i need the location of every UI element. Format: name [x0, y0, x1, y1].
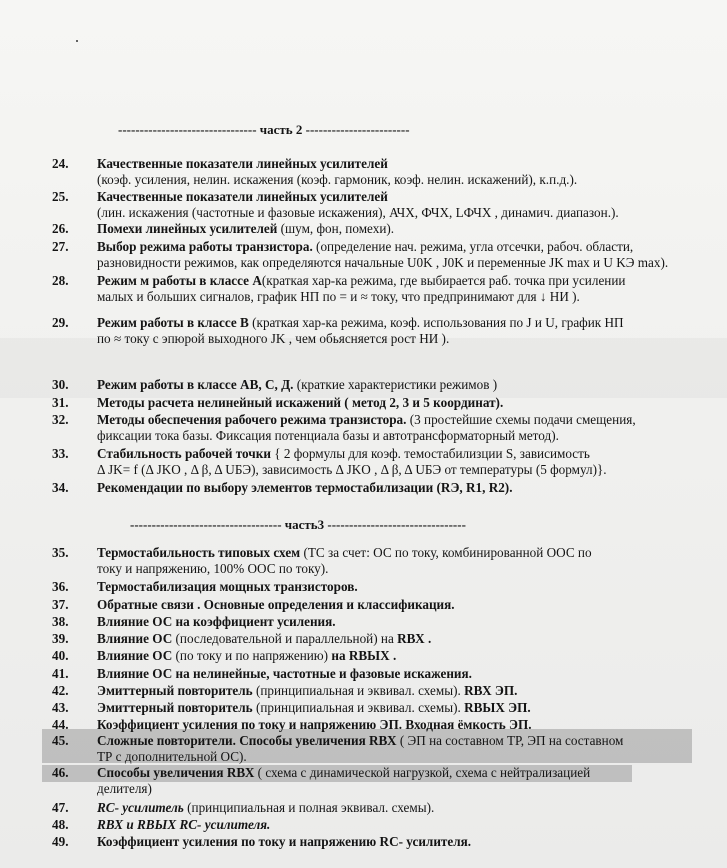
- item-line-2: (лин. искажения (частотные и фазовые искажения), АЧХ, ФЧХ, LФЧХ , динамич. диапазон.).: [97, 205, 619, 220]
- item-line-1: [97, 377, 702, 393]
- item-title: Качественные показатели линейных усилителей: [97, 156, 388, 171]
- item-title: Методы расчета нелинейный искажений ( метод 2, 3 и 5 координат).: [97, 395, 504, 410]
- item-title: Обратные связи . Основные определения и классификация.: [97, 597, 455, 612]
- item-line-1: [97, 156, 702, 172]
- item-title: Влияние ОС: [97, 631, 173, 646]
- item-text: [97, 817, 702, 833]
- item-title: Режим работы в классе АВ, С, Д.: [97, 377, 294, 392]
- part2-divider: -------------------------------- часть 2 ------------------------: [118, 122, 410, 137]
- list-item: [52, 614, 702, 631]
- item-description: (по току и по напряжению): [172, 648, 332, 663]
- item-title: Качественные показатели линейных усилителей: [97, 189, 388, 204]
- item-text: [97, 239, 702, 271]
- item-text: [97, 717, 702, 733]
- item-line-1: [97, 273, 702, 289]
- item-line-2: (коэф. усиления, нелин. искажения (коэф. гармоник, коэф. нелин. искажений), к.п.д.).: [97, 172, 578, 187]
- item-number: 47.: [52, 800, 69, 815]
- item-title: Сложные повторители. Способы увеличения RВХ: [97, 733, 397, 748]
- list-item: [52, 221, 702, 238]
- item-line-1: [97, 545, 702, 561]
- item-line-1: [97, 834, 702, 850]
- item-number: 29.: [52, 315, 69, 330]
- item-number: 49.: [52, 834, 69, 849]
- item-description: { 2 формулы для коэф. темостабилизции S, зависимость: [270, 446, 590, 461]
- item-number: 43.: [52, 700, 69, 715]
- item-text: [97, 273, 702, 305]
- item-text: [97, 614, 702, 630]
- item-text: [97, 765, 702, 797]
- item-number: 46.: [52, 765, 69, 780]
- item-line-2: фиксации тока базы. Фиксация потенциала базы и автотрансформаторный метод).: [97, 428, 559, 443]
- list-item: [52, 683, 702, 700]
- part3-divider: ----------------------------------- часть3 --------------------------------: [130, 517, 466, 532]
- item-title: Способы увеличения RВХ: [97, 765, 255, 780]
- item-number: 35.: [52, 545, 69, 560]
- item-number: 42.: [52, 683, 69, 698]
- item-title: Помехи линейных усилителей: [97, 221, 278, 236]
- item-number: 27.: [52, 239, 69, 254]
- item-text: [97, 315, 702, 347]
- item-title: Влияние ОС на коэффициент усиления.: [97, 614, 336, 629]
- speck: [76, 40, 78, 42]
- list-item: [52, 545, 702, 579]
- item-line-1: [97, 446, 702, 462]
- item-description: ( ЭП на составном ТР, ЭП на составном: [396, 733, 624, 748]
- list-item: [52, 700, 702, 717]
- item-description: (краткая хар-ка режима, где выбирается раб. точка при усилении: [261, 273, 626, 288]
- item-text: [97, 189, 702, 221]
- item-description: (принципиальная и эквивал. схемы).: [252, 700, 465, 715]
- item-title: Эмиттерный повторитель: [97, 700, 253, 715]
- item-line-2: малых и больших сигналов, график НП по = и ≈ току, что предпринимают для ↓ НИ ).: [97, 289, 580, 304]
- item-text: [97, 733, 702, 765]
- item-title: Режим м работы в классе А: [97, 273, 262, 288]
- item-number: 37.: [52, 597, 69, 612]
- item-description: (последовательной и параллельной) на: [172, 631, 398, 646]
- item-line-1: [97, 666, 702, 682]
- list-item: [52, 189, 702, 223]
- list-item: [52, 273, 702, 307]
- item-line-1: [97, 817, 702, 833]
- list-item: [52, 446, 702, 480]
- item-title: Эмиттерный повторитель: [97, 683, 253, 698]
- item-text: [97, 700, 702, 716]
- item-text: [97, 480, 702, 496]
- list-item: [52, 717, 702, 734]
- list-item: [52, 648, 702, 665]
- item-number: 34.: [52, 480, 69, 495]
- item-title: RВХ и RВЫХ RC- усилителя.: [97, 817, 271, 832]
- item-title: Термостабильность типовых схем: [97, 545, 301, 560]
- item-text: [97, 395, 702, 411]
- item-text: [97, 377, 702, 393]
- item-line-2: Δ JK= f (Δ JKO , Δ β, Δ UБЭ), зависимость Δ JKO , Δ β, Δ UБЭ от температуры (5 формул)}.: [97, 462, 607, 477]
- item-line-2: ТР с дополнительной ОС).: [97, 749, 247, 764]
- item-line-1: [97, 315, 702, 331]
- item-text: [97, 597, 702, 613]
- item-text: [97, 648, 702, 664]
- item-text: [97, 545, 702, 577]
- item-number: 28.: [52, 273, 69, 288]
- item-text: [97, 834, 702, 850]
- item-number: 48.: [52, 817, 69, 832]
- item-number: 24.: [52, 156, 69, 171]
- item-line-1: [97, 614, 702, 630]
- item-line-1: [97, 395, 702, 411]
- item-number: 39.: [52, 631, 69, 646]
- item-title: Коэффициент усиления по току и напряжению RC- усилителя.: [97, 834, 472, 849]
- item-text: [97, 631, 702, 647]
- list-item: [52, 817, 702, 834]
- item-line-1: [97, 412, 702, 428]
- item-description: (краткие характеристики режимов ): [293, 377, 498, 392]
- item-number: 30.: [52, 377, 69, 392]
- item-tail: RВХ .: [397, 631, 432, 646]
- item-number: 32.: [52, 412, 69, 427]
- item-description: (краткая хар-ка режима, коэф. использования по J и U, график НП: [248, 315, 624, 330]
- item-line-1: [97, 648, 702, 664]
- item-text: [97, 800, 702, 816]
- item-number: 38.: [52, 614, 69, 629]
- item-title: Режим работы в классе В: [97, 315, 249, 330]
- item-number: 36.: [52, 579, 69, 594]
- item-line-1: [97, 597, 702, 613]
- item-text: [97, 412, 702, 444]
- item-title: RC- усилитель: [97, 800, 184, 815]
- item-number: 33.: [52, 446, 69, 461]
- item-line-1: [97, 189, 702, 205]
- list-item: [52, 631, 702, 648]
- item-text: [97, 666, 702, 682]
- list-item: [52, 579, 702, 596]
- list-item: [52, 666, 702, 683]
- item-description: (ТС за счет: ОС по току, комбинированной ООС по: [300, 545, 592, 560]
- list-item: [52, 733, 702, 767]
- item-text: [97, 579, 702, 595]
- item-title: Коэффициент усиления по току и напряжению ЭП. Входная ёмкость ЭП.: [97, 717, 532, 732]
- item-line-1: [97, 733, 702, 749]
- list-item: [52, 765, 702, 799]
- item-line-2: по ≈ току с эпюрой выходного JK , чем обьясняется рост НИ ).: [97, 331, 450, 346]
- item-number: 45.: [52, 733, 69, 748]
- item-line-1: [97, 800, 702, 816]
- item-title: Термостабилизация мощных транзисторов.: [97, 579, 358, 594]
- item-line-1: [97, 239, 702, 255]
- item-line-1: [97, 579, 702, 595]
- list-item: [52, 315, 702, 349]
- item-description: (определение нач. режима, угла отсечки, рабоч. области,: [312, 239, 634, 254]
- item-text: [97, 156, 702, 188]
- item-number: 44.: [52, 717, 69, 732]
- item-line-1: [97, 480, 702, 496]
- item-text: [97, 446, 702, 478]
- list-item: [52, 412, 702, 446]
- item-number: 41.: [52, 666, 69, 681]
- list-item: [52, 239, 702, 273]
- item-tail: RВЫХ ЭП.: [464, 700, 531, 715]
- item-title: Методы обеспечения рабочего режима транзистора.: [97, 412, 407, 427]
- item-line-1: [97, 631, 702, 647]
- item-line-2: разновидности режимов, как определяются начальные U0K , J0K и переменные JK max и U KЭ max).: [97, 255, 669, 270]
- item-tail: на RВЫХ .: [331, 648, 397, 663]
- item-title: Влияние ОС: [97, 648, 173, 663]
- item-line-2: току и напряжению, 100% ООС по току).: [97, 561, 329, 576]
- list-item: [52, 834, 702, 851]
- item-description: (3 простейшие схемы подачи смещения,: [406, 412, 636, 427]
- item-line-1: [97, 700, 702, 716]
- item-number: 40.: [52, 648, 69, 663]
- item-line-1: [97, 221, 702, 237]
- item-tail: RВХ ЭП.: [464, 683, 518, 698]
- item-number: 31.: [52, 395, 69, 410]
- list-item: [52, 395, 702, 412]
- list-item: [52, 480, 702, 497]
- item-line-2: делителя): [97, 781, 152, 796]
- item-text: [97, 683, 702, 699]
- item-text: [97, 221, 702, 237]
- item-number: 26.: [52, 221, 69, 236]
- list-item: [52, 800, 702, 817]
- item-line-1: [97, 765, 702, 781]
- item-description: (принципиальная и полная эквивал. схемы).: [183, 800, 435, 815]
- item-title: Выбор режима работы транзистора.: [97, 239, 313, 254]
- item-line-1: [97, 717, 702, 733]
- list-item: [52, 597, 702, 614]
- list-item: [52, 156, 702, 190]
- item-description: (принципиальная и эквивал. схемы).: [252, 683, 465, 698]
- item-description: ( схема с динамической нагрузкой, схема с нейтрализацией: [254, 765, 591, 780]
- list-item: [52, 377, 702, 394]
- item-number: 25.: [52, 189, 69, 204]
- item-title: Рекомендации по выбору элементов термостабилизации (RЭ, R1, R2).: [97, 480, 513, 495]
- item-description: (шум, фон, помехи).: [277, 221, 395, 236]
- item-title: Влияние ОС на нелинейные, частотные и фазовые искажения.: [97, 666, 472, 681]
- item-line-1: [97, 683, 702, 699]
- item-title: Стабильность рабочей точки: [97, 446, 271, 461]
